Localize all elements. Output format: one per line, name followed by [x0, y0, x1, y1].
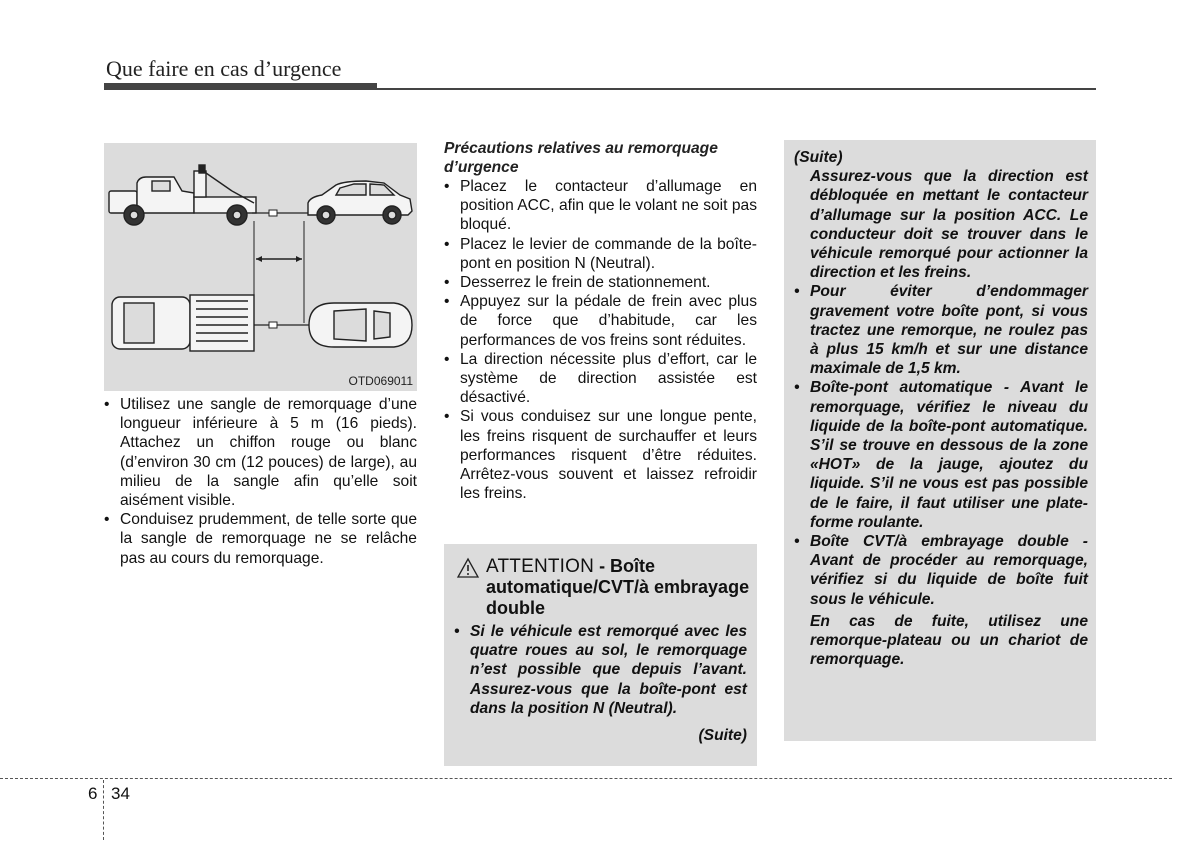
col2-bullet: • Si vous conduisez sur une longue pente, les freins risquent de surchauffer et leurs performances risquent d’être réduites. Arrêtez-vous souvent et laissez refroidir les freins. — [444, 407, 757, 503]
footer-dashed-divider — [103, 780, 104, 840]
page-header-title: Que faire en cas d’urgence — [106, 56, 342, 81]
attention-header — [456, 556, 751, 619]
column-1 — [104, 395, 417, 568]
col2-bullet-list — [444, 177, 757, 503]
col1-bullet-list — [104, 395, 417, 568]
header-rule-thick — [104, 83, 377, 90]
attention-word: ATTENTION — [486, 556, 595, 577]
col2-bullet: • Appuyez sur la pédale de frein avec plus de force que d’habitude, car les performances de vos freins sont réduites. — [444, 292, 757, 350]
towing-illustration — [104, 143, 417, 391]
header-rule-thin — [377, 88, 1096, 90]
tow-truck-top — [112, 295, 254, 351]
attention-body — [454, 622, 747, 745]
towed-car-side — [308, 181, 412, 224]
attention-box — [444, 544, 757, 766]
continued-warning-content — [794, 148, 1088, 669]
chapter-number: 6 — [88, 784, 98, 803]
towed-car-top — [309, 303, 412, 347]
continued-warning-box — [784, 140, 1096, 741]
col2-bullet: • La direction nécessite plus d’effort, car le système de direction assistée est désactivé. — [444, 350, 757, 408]
attention-subtitle: - Boîte automatique/CVT/à embrayage double — [486, 556, 750, 618]
section-heading: Précautions relatives au remorquage d’urgence — [444, 140, 718, 176]
attention-continued-label: (Suite) — [698, 727, 747, 745]
continued-bullet-list — [794, 282, 1088, 608]
col1-bullet: • Conduisez prudemment, de telle sorte que la sangle de remorquage ne se relâche pas au cours du remorquage. — [104, 510, 417, 568]
figure-code: OTD069011 — [348, 374, 413, 388]
col1-bullet: • Utilisez une sangle de remorquage d’une longueur inférieure à 5 m (16 pieds). Attachez un chiffon rouge ou blanc (d’environ 30 cm (12 pouces) de large), au milieu de la sangle afin qu’elle soit aisément visible. — [104, 395, 417, 510]
attention-bullet: • Si le véhicule est remorqué avec les quatre roues au sol, le remorquage n’est possible que depuis l’avant. Assurez-vous que la boîte-pont est dans la position N (Neutral). — [454, 622, 747, 718]
col2-bullet: • Placez le contacteur d’allumage en position ACC, afin que le volant ne soit pas bloqué. — [444, 177, 757, 235]
column-2 — [444, 139, 757, 503]
page-number: 34 — [111, 784, 130, 803]
continued-bullet: • Pour éviter d’endommager gravement votre boîte pont, si vous tractez une remorque, ne roulez pas à plus 15 km/h et sur une distance maximale de 1,5 km. — [794, 282, 1088, 378]
continued-bullet: • Boîte CVT/à embrayage double - Avant de procéder au remorquage, vérifiez si du liquide de boîte fuit sous le véhicule. — [794, 532, 1088, 609]
col2-bullet: • Placez le levier de commande de la boîte-pont en position N (Neutral). — [444, 235, 757, 273]
footer-dashed-rule — [0, 778, 1172, 779]
attention-title — [486, 556, 751, 619]
attention-bullet-list — [454, 622, 747, 718]
towing-diagram-graphic — [104, 143, 417, 391]
col2-bullet: • Desserrez le frein de stationnement. — [444, 273, 757, 292]
continued-intro: Assurez-vous que la direction est débloquée en mettant le contacteur d’allumage sur la position ACC. Le conducteur doit se trouver dans le véhicule remorqué pour actionner la direction et les freins. — [810, 168, 1088, 282]
warning-triangle-icon — [456, 557, 480, 579]
continued-label: (Suite) — [794, 149, 843, 166]
continued-bullet: • Boîte-pont automatique - Avant le remorquage, vérifiez le niveau du liquide de la boîte-pont automatique. S’il se trouve en dessous de la zone «HOT» de la jauge, ajoutez du liquide. S’il ne vous est pas possible de le faire, il faut utiliser une plate-forme roulante. — [794, 378, 1088, 532]
tow-truck-side — [109, 165, 256, 225]
continued-outro: En cas de fuite, utilisez une remorque-plateau ou un chariot de remorquage. — [810, 612, 1088, 669]
